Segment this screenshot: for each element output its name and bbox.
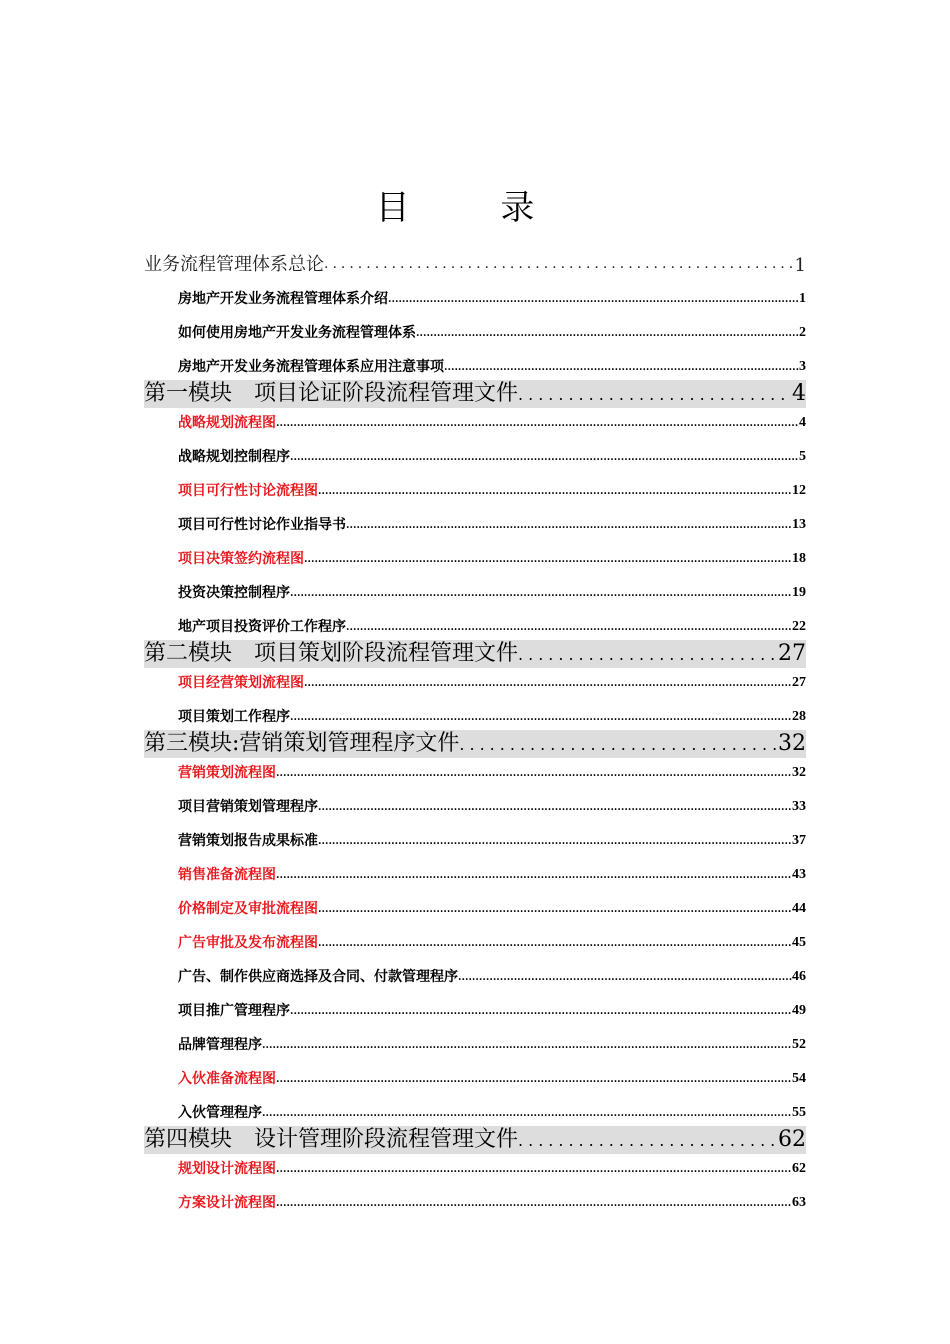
toc-page-number: 44 [792, 901, 806, 916]
toc-page-number: 28 [792, 709, 806, 724]
toc-entry-label: 入伙管理程序 [178, 1105, 262, 1121]
toc-entry[interactable] [144, 694, 806, 728]
toc-entry[interactable] [144, 852, 806, 886]
toc-leader-dots [276, 1194, 792, 1214]
toc-entry[interactable] [144, 570, 806, 604]
toc-entry-label: 战略规划控制程序 [178, 449, 290, 465]
toc-entry-label: 销售准备流程图 [178, 867, 276, 883]
toc-entry-label: 方案设计流程图 [178, 1195, 276, 1211]
toc-leader-dots [304, 550, 792, 570]
toc-leader-dots [276, 1160, 792, 1180]
toc-module-entry[interactable] [144, 730, 806, 758]
toc-page-number: 1 [799, 291, 806, 306]
toc-entry-label: 第三模块:营销策划管理程序文件 [144, 731, 460, 756]
toc-leader-dots [276, 414, 799, 434]
toc-entry-label: 广告、制作供应商选择及合同、付款管理程序 [178, 969, 458, 985]
toc-entry-label: 价格制定及审批流程图 [178, 901, 318, 917]
toc-leader-dots [276, 866, 792, 886]
toc-entry-label: 品牌管理程序 [178, 1037, 262, 1053]
toc-leader-dots [276, 764, 792, 784]
toc-entry[interactable] [144, 246, 806, 276]
toc-entry-label: 如何使用房地产开发业务流程管理体系 [178, 325, 416, 341]
toc-page-number: 49 [792, 1003, 806, 1018]
toc-page-number: 12 [792, 483, 806, 498]
toc-entry[interactable] [144, 988, 806, 1022]
toc-leader-dots [518, 642, 778, 668]
toc-page-number: 32 [778, 731, 806, 756]
toc-entry-label: 房地产开发业务流程管理体系应用注意事项 [178, 359, 444, 375]
toc-entry[interactable] [144, 1022, 806, 1056]
toc-entry[interactable] [144, 1090, 806, 1124]
toc-leader-dots [318, 482, 792, 502]
toc-page-number: 18 [792, 551, 806, 566]
toc-entry-label: 地产项目投资评价工作程序 [178, 619, 346, 635]
toc-page-number: 13 [792, 517, 806, 532]
toc-page-number: 43 [792, 867, 806, 882]
toc-leader-dots [318, 832, 792, 852]
toc-leader-dots [262, 1036, 792, 1056]
toc-page-number: 22 [792, 619, 806, 634]
toc-leader-dots [416, 324, 799, 344]
toc-page-number: 1 [794, 255, 806, 276]
toc-page-number: 63 [792, 1195, 806, 1210]
toc-entry-label: 项目营销策划管理程序 [178, 799, 318, 815]
toc-page-number: 33 [792, 799, 806, 814]
toc-page-number: 3 [799, 359, 806, 374]
toc-leader-dots [459, 732, 778, 758]
toc-entry[interactable] [144, 468, 806, 502]
toc-page-number: 2 [799, 325, 806, 340]
toc-entry[interactable] [144, 276, 806, 310]
toc-page-number: 4 [792, 381, 806, 406]
toc-entry-label: 项目策划工作程序 [178, 709, 290, 725]
toc-page-number: 52 [792, 1037, 806, 1052]
toc-leader-dots [304, 674, 792, 694]
toc-entry[interactable] [144, 344, 806, 378]
toc-page-number: 27 [792, 675, 806, 690]
toc-entry[interactable] [144, 408, 806, 434]
toc-entry[interactable] [144, 434, 806, 468]
toc-leader-dots [290, 448, 799, 468]
toc-page-number: 62 [778, 1127, 806, 1152]
toc-page-number: 55 [792, 1105, 806, 1120]
toc-entry-label: 第四模块 设计管理阶段流程管理文件 [144, 1127, 519, 1152]
toc-module-entry[interactable] [144, 1126, 806, 1154]
toc-entry[interactable] [144, 818, 806, 852]
toc-leader-dots [318, 900, 792, 920]
toc-page-number: 4 [799, 415, 806, 430]
toc-entry-label: 项目决策签约流程图 [178, 551, 304, 567]
toc-page-number: 62 [792, 1161, 806, 1176]
toc-entry[interactable] [144, 1056, 806, 1090]
toc-entry[interactable] [144, 310, 806, 344]
toc-entry-label: 项目推广管理程序 [178, 1003, 290, 1019]
toc-leader-dots [318, 798, 792, 818]
toc-entry[interactable] [144, 920, 806, 954]
toc-leader-dots [518, 1128, 778, 1154]
toc-title: 目 录 [375, 188, 575, 228]
toc-leader-dots [324, 252, 795, 276]
toc-page-number: 54 [792, 1071, 806, 1086]
toc-leader-dots [518, 382, 792, 408]
toc-entry-label: 房地产开发业务流程管理体系介绍 [178, 291, 388, 307]
toc-leader-dots [290, 708, 792, 728]
toc-entry-label: 项目可行性讨论流程图 [178, 483, 318, 499]
toc-page-number: 32 [792, 765, 806, 780]
toc-entry-label: 广告审批及发布流程图 [178, 935, 318, 951]
toc-entry-label: 规划设计流程图 [178, 1161, 276, 1177]
toc-entry-label: 入伙准备流程图 [178, 1071, 276, 1087]
toc-entry-label: 第一模块 项目论证阶段流程管理文件 [144, 381, 519, 406]
toc-entry-label: 营销策划流程图 [178, 765, 276, 781]
toc-entry[interactable] [144, 668, 806, 694]
toc-leader-dots [290, 1002, 792, 1022]
toc-entry-label: 投资决策控制程序 [178, 585, 290, 601]
toc-leader-dots [444, 358, 799, 378]
toc-entry[interactable] [144, 1180, 806, 1214]
toc-page-number: 19 [792, 585, 806, 600]
toc-entry[interactable] [144, 954, 806, 988]
toc-leader-dots [458, 968, 792, 988]
toc-leader-dots [262, 1104, 792, 1124]
toc-page-number: 46 [792, 969, 806, 984]
toc-module-entry[interactable] [144, 380, 806, 408]
toc-module-entry[interactable] [144, 640, 806, 668]
toc-entry[interactable] [144, 784, 806, 818]
toc-leader-dots [346, 618, 792, 638]
toc-leader-dots [276, 1070, 792, 1090]
toc-leader-dots [346, 516, 792, 536]
toc-page-number: 5 [799, 449, 806, 464]
toc-entry[interactable] [144, 758, 806, 784]
toc-page-number: 27 [778, 641, 806, 666]
toc-leader-dots [318, 934, 792, 954]
toc-entry-label: 营销策划报告成果标准 [178, 833, 318, 849]
table-of-contents [144, 246, 806, 1214]
toc-entry[interactable] [144, 536, 806, 570]
toc-entry[interactable] [144, 604, 806, 638]
toc-entry-label: 项目经营策划流程图 [178, 675, 304, 691]
toc-entry-label: 战略规划流程图 [178, 415, 276, 431]
toc-page-number: 45 [792, 935, 806, 950]
toc-entry-label: 第二模块 项目策划阶段流程管理文件 [144, 641, 519, 666]
toc-entry[interactable] [144, 502, 806, 536]
toc-entry-label: 业务流程管理体系总论 [144, 254, 324, 275]
toc-entry[interactable] [144, 886, 806, 920]
toc-leader-dots [290, 584, 792, 604]
toc-entry-label: 项目可行性讨论作业指导书 [178, 517, 346, 533]
toc-entry[interactable] [144, 1154, 806, 1180]
toc-leader-dots [388, 290, 799, 310]
toc-page-number: 37 [792, 833, 806, 848]
